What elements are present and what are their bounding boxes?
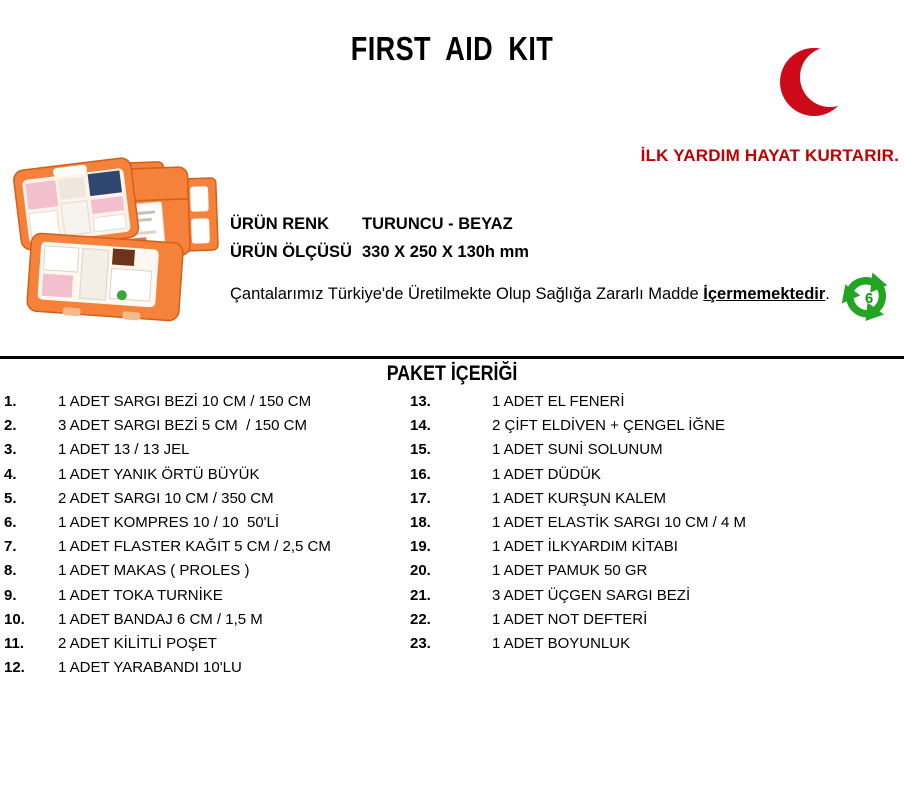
item-number: 4. — [4, 465, 17, 483]
item-text: 1 ADET ELASTİK SARGI 10 CM / 4 M — [492, 514, 746, 532]
item-number: 12. — [4, 659, 25, 677]
list-item — [410, 584, 746, 608]
item-text: 1 ADET FLASTER KAĞIT 5 CM / 2,5 CM — [58, 538, 331, 556]
item-number: 14. — [410, 417, 431, 435]
list-item — [4, 584, 331, 608]
recycle-number: 6 — [865, 291, 874, 308]
item-text: 2 ÇİFT ELDİVEN + ÇENGEL İĞNE — [492, 417, 725, 435]
item-text: 1 ADET KURŞUN KALEM — [492, 489, 666, 507]
item-number: 21. — [410, 586, 431, 604]
item-number: 7. — [4, 538, 17, 556]
list-item — [410, 463, 746, 487]
list-item — [4, 608, 331, 632]
origin-note — [230, 285, 830, 304]
list-item — [410, 608, 746, 632]
list-item — [4, 414, 331, 438]
package-list-right — [410, 390, 746, 656]
list-item — [410, 511, 746, 535]
spec-row-size — [230, 238, 529, 266]
item-number: 19. — [410, 538, 431, 556]
item-text: 1 ADET SUNİ SOLUNUM — [492, 441, 663, 459]
product-photo-first-aid-cases — [5, 138, 230, 333]
item-text: 1 ADET KOMPRES 10 / 10 50'Lİ — [58, 514, 280, 532]
origin-note-suffix: . — [825, 285, 830, 303]
item-number: 6. — [4, 514, 17, 532]
item-number: 3. — [4, 441, 17, 459]
item-text: 3 ADET ÜÇGEN SARGI BEZİ — [492, 586, 691, 604]
item-number: 15. — [410, 441, 431, 459]
spec-size-value: 330 X 250 X 130h mm — [362, 243, 529, 261]
list-item — [410, 559, 746, 583]
list-item — [410, 632, 746, 656]
item-text: 1 ADET YANIK ÖRTÜ BÜYÜK — [58, 465, 260, 483]
item-number: 5. — [4, 489, 17, 507]
package-contents-heading: PAKET İÇERİĞİ — [386, 362, 518, 385]
item-text: 1 ADET NOT DEFTERİ — [492, 610, 648, 628]
list-item — [4, 511, 331, 535]
spec-color-label: ÜRÜN RENK — [230, 215, 329, 233]
spec-row-color — [230, 210, 529, 238]
item-text: 1 ADET İLKYARDIM KİTABI — [492, 538, 678, 556]
item-number: 10. — [4, 610, 25, 628]
list-item — [4, 535, 331, 559]
page-title: FIRST AID KIT — [350, 30, 554, 67]
list-item — [4, 487, 331, 511]
origin-note-prefix: Çantalarımız Türkiye'de Üretilmekte Olup Sağlığa Zararlı Madde — [230, 285, 704, 303]
item-text: 1 ADET PAMUK 50 GR — [492, 562, 648, 580]
item-text: 1 ADET SARGI BEZİ 10 CM / 150 CM — [58, 393, 312, 410]
item-number: 1. — [4, 393, 17, 410]
recycle-icon — [834, 263, 898, 335]
list-item — [410, 487, 746, 511]
item-text: 1 ADET BOYUNLUK — [492, 635, 631, 653]
origin-note-emphasis: İçermemektedir — [703, 285, 826, 303]
item-text: 1 ADET DÜDÜK — [492, 465, 601, 483]
list-item — [4, 438, 331, 462]
item-text: 1 ADET TOKA TURNİKE — [58, 586, 223, 604]
item-number: 18. — [410, 514, 431, 532]
item-number: 17. — [410, 489, 431, 507]
spec-size-label: ÜRÜN ÖLÇÜSÜ — [230, 243, 352, 261]
item-number: 13. — [410, 393, 431, 410]
list-item — [4, 632, 331, 656]
item-text: 1 ADET YARABANDI 10'LU — [58, 659, 242, 677]
item-text: 1 ADET 13 / 13 JEL — [58, 441, 190, 459]
list-item — [4, 390, 331, 414]
divider-line — [0, 356, 904, 359]
item-number: 23. — [410, 635, 431, 653]
red-crescent-icon — [778, 40, 858, 124]
item-number: 8. — [4, 562, 17, 580]
item-text: 2 ADET SARGI 10 CM / 350 CM — [58, 489, 274, 507]
item-text: 1 ADET MAKAS ( PROLES ) — [58, 562, 250, 580]
item-text: 1 ADET EL FENERİ — [492, 393, 625, 410]
list-item — [4, 463, 331, 487]
list-item — [4, 656, 331, 680]
product-specs — [230, 210, 529, 266]
item-number: 9. — [4, 586, 17, 604]
list-item — [410, 535, 746, 559]
item-text: 1 ADET BANDAJ 6 CM / 1,5 M — [58, 610, 263, 628]
item-number: 11. — [4, 635, 25, 653]
item-number: 2. — [4, 417, 17, 435]
item-text: 3 ADET SARGI BEZİ 5 CM / 150 CM — [58, 417, 307, 435]
list-item — [410, 414, 746, 438]
package-list-left — [4, 390, 331, 680]
item-number: 22. — [410, 610, 431, 628]
item-number: 20. — [410, 562, 431, 580]
list-item — [4, 559, 331, 583]
item-text: 2 ADET KİLİTLİ POŞET — [58, 635, 217, 653]
spec-color-value: TURUNCU - BEYAZ — [362, 215, 513, 233]
item-number: 16. — [410, 465, 431, 483]
list-item — [410, 390, 746, 414]
slogan-text: İLK YARDIM HAYAT KURTARIR. — [640, 146, 899, 165]
list-item — [410, 438, 746, 462]
